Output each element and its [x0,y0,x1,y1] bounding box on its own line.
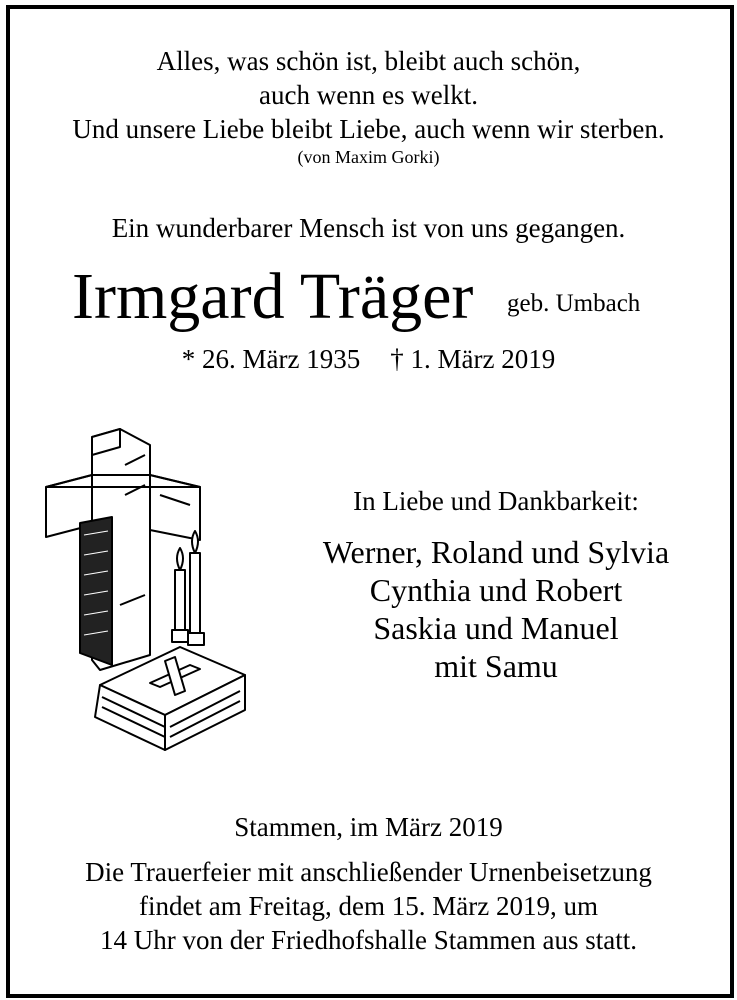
place-date: Stammen, im März 2019 [234,812,503,842]
funeral-line: findet am Freitag, dem 15. März 2019, um [139,891,598,921]
mourner-line: Saskia und Manuel [373,610,619,646]
funeral-info [0,855,737,957]
life-dates [0,344,737,375]
poem-line: Alles, was schön ist, bleibt auch schön, [156,46,581,76]
birth-name: geb. Umbach [507,290,641,317]
funeral-line: 14 Uhr von der Friedhofshalle Stammen aus statt. [100,925,637,955]
poem-quote [0,44,737,168]
death-date: † 1. März 2019 [390,344,556,374]
intro-text: Ein wunderbarer Mensch ist von uns gegangen. [111,213,626,243]
poem-line: auch wenn es welkt. [259,80,478,110]
deceased-name: Irmgard Träger [72,260,474,333]
mourner-line: mit Samu [434,648,558,684]
birth-date: * 26. März 1935 [181,344,361,374]
mourner-line: Werner, Roland und Sylvia [322,534,670,570]
mourners-list [300,533,692,685]
poem-line: Und unsere Liebe bleibt Liebe, auch wenn wir sterben. [72,114,665,144]
mourner-line: Cynthia und Robert [369,572,623,608]
funeral-line: Die Trauerfeier mit anschließender Urnenbeisetzung [85,857,652,887]
cross-candles-bible-illustration [40,425,250,755]
poem-source: (von Maxim Gorki) [297,147,440,167]
mourners-intro: In Liebe und Dankbarkeit: [353,486,639,516]
